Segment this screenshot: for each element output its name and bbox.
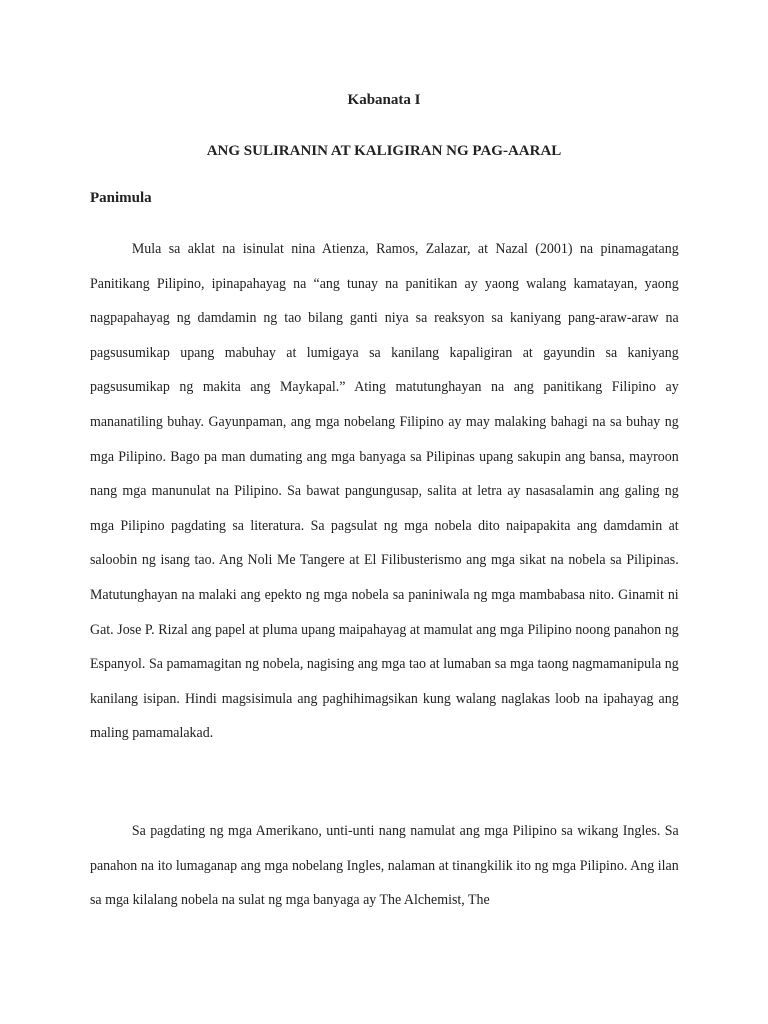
chapter-title: ANG SULIRANIN AT KALIGIRAN NG PAG-AARAL [206, 143, 562, 159]
body-paragraph: Mula sa aklat na isinulat nina Atienza, Ramos, Zalazar, at Nazal (2001) na pinamagatang Panitikang Pilipino, ipinapahayag na “ang tunay na panitikan ay yaong walang kamatayan, yaong nagpapahayag ng damdamin ng tao bilang ganti niya sa reaksyon sa kaniyang pang-araw-araw na pagsusumikap upang mabuhay at lumigaya sa kanilang kapaligiran at gayundin sa kaniyang pagsusumikap ng makita ang Maykapal.” Ating matutunghayan na ang panitikang Filipino ay mananatiling buhay. Gayunpaman, ang mga nobelang Filipino ay may malaking bahagi na sa buhay ng mga Pilipino. Bago pa man dumating ang mga banyaga sa Pilipinas upang sakupin ang bansa, mayroon nang mga manunulat na Pilipino. Sa bawat pangungusap, salita at letra ay nasasalamin ang galing ng mga Pilipino pagdating sa literatura. Sa pagsulat ng mga nobela dito naipapakita ang damdamin at saloobin ng isang tao. Ang Noli Me Tangere at El Filibusterismo ang mga sikat na nobela sa Pilipinas. Matutunghayan na malaki ang epekto ng mga nobela sa paniniwala ng mga mambabasa nito. Ginamit ni Gat. Jose P. Rizal ang papel at pluma upang maipahayag at mamulat ang mga Pilipino noong panahon ng Espanyol. Sa pamamagitan ng nobela, nagising ang mga tao at lumaban sa mga taong nagmamanipula ng kanilang isipan. Hindi magsisimula ang paghihimagsikan kung walang naglakas loob na ipahayag ang maling pamamalakad. [90, 241, 679, 742]
body-paragraph: Sa pagdating ng mga Amerikano, unti-unti nang namulat ang mga Pilipino sa wikang Ingles. Sa panahon na ito lumaganap ang mga nobelang Ingles, nalaman at tinangkilik ito ng mga Pilipino. Ang ilan sa mga kilalang nobela na sulat ng mga banyaga ay The Alchemist, The [90, 823, 679, 909]
section-heading: Panimula [90, 190, 152, 206]
chapter-heading: Kabanata I [347, 92, 421, 108]
